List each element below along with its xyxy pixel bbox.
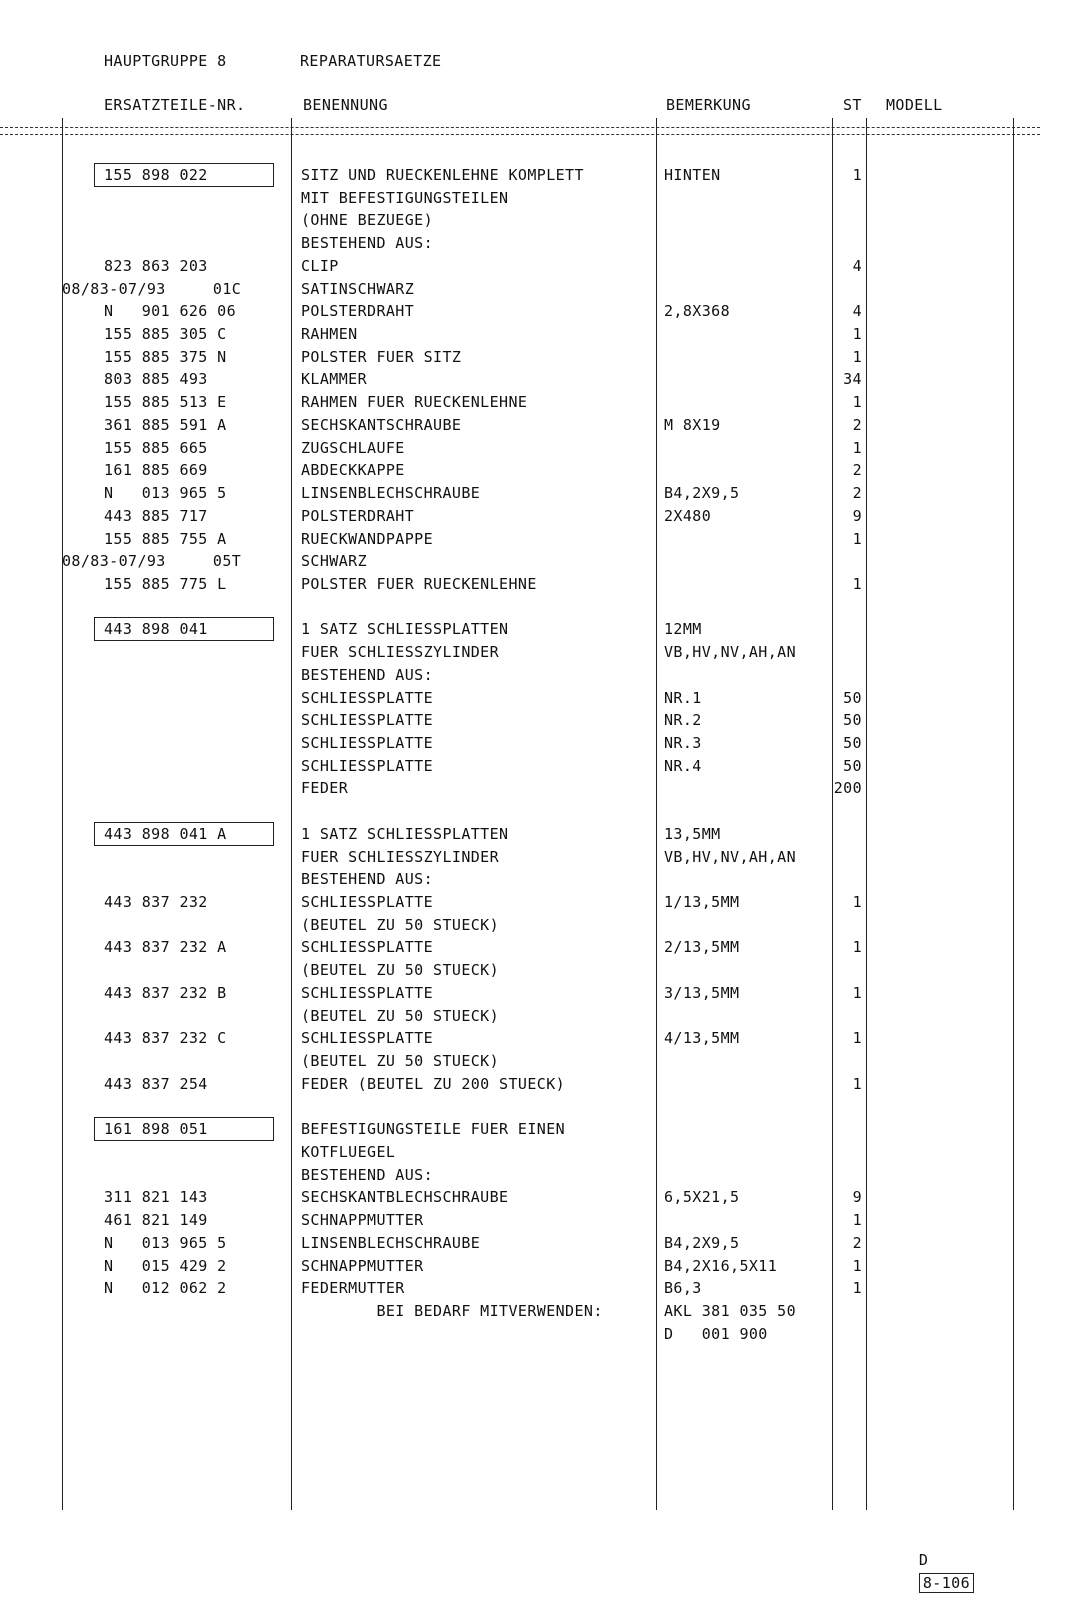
part-name: FEDER [301,779,349,798]
part-name: FEDER (BEUTEL ZU 200 STUECK) [301,1074,566,1093]
part-name: ABDECKKAPPE [301,461,405,480]
part-remark: 3/13,5MM [664,983,740,1002]
part-name: POLSTERDRAHT [301,506,415,525]
part-name: SCHNAPPMUTTER [301,1256,424,1275]
part-number: 161 898 051 [104,1120,208,1139]
part-number: 161 885 669 [104,461,208,480]
part-number: 08/83-07/93 01C [62,279,242,298]
part-number: 443 837 232 A [104,938,227,957]
part-qty: 1 [852,893,862,912]
part-remark: 1/13,5MM [664,893,740,912]
part-name: RAHMEN [301,325,358,344]
part-name: (OHNE BEZUEGE) [301,211,434,230]
part-number-box [94,617,274,641]
part-qty: 2 [852,415,862,434]
part-qty: 1 [852,1256,862,1275]
part-remark: 2,8X368 [664,302,731,321]
part-number: 155 885 375 N [104,347,227,366]
part-remark: 4/13,5MM [664,1029,740,1048]
part-remark: B6,3 [664,1279,702,1298]
part-qty: 34 [843,370,862,389]
part-number: 443 837 232 [104,893,208,912]
part-number: N 015 429 2 [104,1256,227,1275]
part-remark: B4,2X16,5X11 [664,1256,778,1275]
part-remark: 2/13,5MM [664,938,740,957]
column-header-name: BENENNUNG [303,96,388,114]
part-number: 08/83-07/93 05T [62,552,242,571]
header-group: HAUPTGRUPPE 8 [104,52,227,70]
part-number: N 901 626 06 [104,302,237,321]
part-number-box [94,822,274,846]
part-number-box [94,1117,274,1141]
part-remark: D 001 900 [664,1324,768,1343]
part-number: 443 885 717 [104,506,208,525]
part-number: 361 885 591 A [104,415,227,434]
part-remark: NR.4 [664,756,702,775]
part-qty: 1 [852,438,862,457]
part-name: FUER SCHLIESSZYLINDER [301,643,500,662]
part-name: SITZ UND RUECKENLEHNE KOMPLETT [301,166,584,184]
column-divider [1013,118,1014,1510]
part-remark: AKL 381 035 50 [664,1302,797,1320]
part-number: 155 898 022 [104,166,208,184]
part-remark: VB,HV,NV,AH,AN [664,643,797,662]
part-qty: 50 [843,734,862,752]
page-footer [900,1526,974,1595]
part-name: (BEUTEL ZU 50 STUECK) [301,1006,500,1025]
part-name: POLSTER FUER RUECKENLEHNE [301,574,537,593]
part-qty: 1 [852,393,862,412]
part-name: SECHSKANTSCHRAUBE [301,415,462,434]
part-name: SCHLIESSPLATTE [301,734,434,752]
part-number: N 012 062 2 [104,1279,227,1298]
part-qty: 2 [852,1233,862,1252]
part-number: 443 837 254 [104,1074,208,1093]
part-number: N 013 965 5 [104,484,227,503]
part-qty: 1 [852,325,862,344]
part-remark: M 8X19 [664,415,721,434]
header-title: REPARATURSAETZE [300,52,442,70]
part-name: BESTEHEND AUS: [301,665,434,684]
part-name: BEFESTIGUNGSTEILE FUER EINEN [301,1120,566,1139]
part-name: CLIP [301,256,339,275]
part-number: N 013 965 5 [104,1233,227,1252]
header-separator [0,127,1040,135]
part-number: 155 885 665 [104,438,208,457]
part-name: SCHLIESSPLATTE [301,688,434,707]
part-name: BEI BEDARF MITVERWENDEN: [301,1302,603,1320]
part-qty: 1 [852,166,862,184]
part-qty: 50 [843,711,862,730]
part-number: 443 837 232 B [104,983,227,1002]
part-name: MIT BEFESTIGUNGSTEILEN [301,188,509,207]
part-number: 155 885 755 A [104,529,227,548]
part-qty: 1 [852,1029,862,1048]
column-header-qty: ST [843,96,862,114]
part-name: FEDERMUTTER [301,1279,405,1298]
column-divider [291,118,292,1510]
part-name: SCHLIESSPLATTE [301,756,434,775]
part-name: SCHLIESSPLATTE [301,983,434,1002]
page-number: 8-106 [919,1573,974,1593]
part-qty: 2 [852,484,862,503]
part-name: BESTEHEND AUS: [301,234,434,253]
part-qty: 200 [833,779,862,798]
part-remark: 13,5MM [664,824,721,843]
part-qty: 1 [852,529,862,548]
part-name: (BEUTEL ZU 50 STUECK) [301,961,500,980]
part-remark: NR.3 [664,734,702,752]
part-name: SCHLIESSPLATTE [301,893,434,912]
part-name: BESTEHEND AUS: [301,1165,434,1184]
part-qty: 1 [852,347,862,366]
part-number: 461 821 149 [104,1211,208,1230]
part-number: 155 885 305 C [104,325,227,344]
part-name: ZUGSCHLAUFE [301,438,405,457]
part-name: KLAMMER [301,370,368,389]
part-name: 1 SATZ SCHLIESSPLATTEN [301,824,509,843]
part-name: POLSTERDRAHT [301,302,415,321]
part-number: 443 898 041 A [104,824,227,843]
part-name: LINSENBLECHSCHRAUBE [301,484,481,503]
part-qty: 50 [843,756,862,775]
part-qty: 1 [852,983,862,1002]
part-remark: 12MM [664,620,702,639]
column-header-model: MODELL [886,96,943,114]
column-divider [656,118,657,1510]
part-qty: 1 [852,1074,862,1093]
part-remark: B4,2X9,5 [664,1233,740,1252]
part-remark: VB,HV,NV,AH,AN [664,847,797,866]
part-qty: 1 [852,1211,862,1230]
part-number: 823 863 203 [104,256,208,275]
part-name: SATINSCHWARZ [301,279,415,298]
part-qty: 9 [852,1188,862,1207]
part-remark: NR.1 [664,688,702,707]
part-number: 155 885 513 E [104,393,227,412]
part-qty: 1 [852,938,862,957]
part-qty: 1 [852,1279,862,1298]
part-number: 443 837 232 C [104,1029,227,1048]
part-qty: 4 [852,302,862,321]
column-divider [866,118,867,1510]
part-remark: 6,5X21,5 [664,1188,740,1207]
part-name: LINSENBLECHSCHRAUBE [301,1233,481,1252]
part-name: FUER SCHLIESSZYLINDER [301,847,500,866]
part-number: 311 821 143 [104,1188,208,1207]
part-name: SCHNAPPMUTTER [301,1211,424,1230]
part-name: SCHLIESSPLATTE [301,938,434,957]
part-number: 155 885 775 L [104,574,227,593]
column-header-remark: BEMERKUNG [666,96,751,114]
part-remark: B4,2X9,5 [664,484,740,503]
part-name: SCHLIESSPLATTE [301,1029,434,1048]
column-divider [832,118,833,1510]
part-number: 443 898 041 [104,620,208,639]
part-name: (BEUTEL ZU 50 STUECK) [301,915,500,934]
part-name: POLSTER FUER SITZ [301,347,462,366]
part-name: SCHWARZ [301,552,368,571]
part-name: SCHLIESSPLATTE [301,711,434,730]
part-name: 1 SATZ SCHLIESSPLATTEN [301,620,509,639]
part-qty: 2 [852,461,862,480]
part-name: SECHSKANTBLECHSCHRAUBE [301,1188,509,1207]
part-qty: 9 [852,506,862,525]
part-name: BESTEHEND AUS: [301,870,434,889]
part-qty: 1 [852,574,862,593]
part-qty: 4 [852,256,862,275]
part-number-box [94,163,274,187]
column-header-part-no: ERSATZTEILE-NR. [104,96,246,114]
column-divider [62,118,63,1510]
part-number: 803 885 493 [104,370,208,389]
footer-prefix: D [918,1551,929,1569]
part-qty: 50 [843,688,862,707]
part-name: RUECKWANDPAPPE [301,529,434,548]
part-remark: HINTEN [664,166,721,184]
part-remark: NR.2 [664,711,702,730]
part-name: KOTFLUEGEL [301,1142,396,1161]
part-remark: 2X480 [664,506,712,525]
part-name: (BEUTEL ZU 50 STUECK) [301,1052,500,1071]
part-name: RAHMEN FUER RUECKENLEHNE [301,393,528,412]
